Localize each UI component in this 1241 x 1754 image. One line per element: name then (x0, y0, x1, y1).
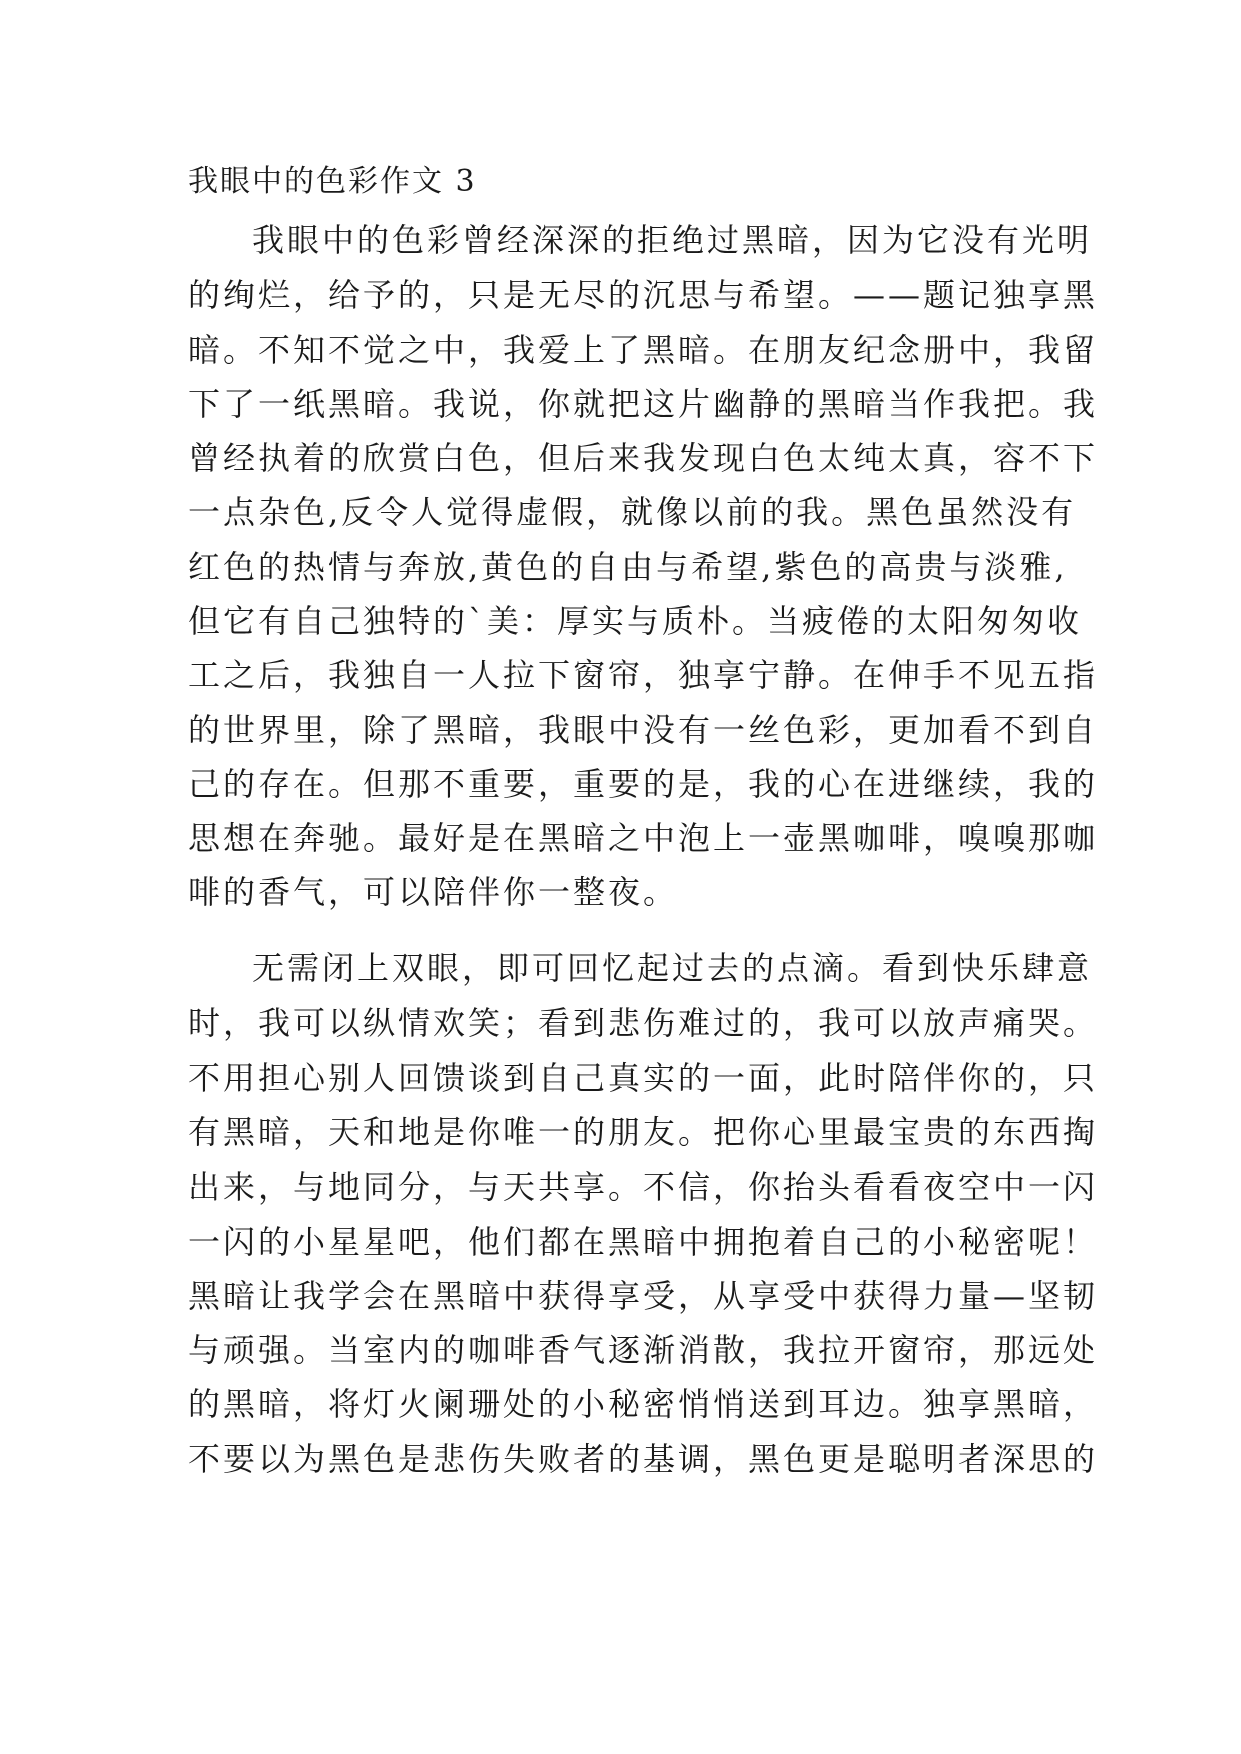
paragraph-2-line-6: 一闪的小星星吧，他们都在黑暗中拥抱着自己的小秘密呢！ (188, 1223, 1099, 1261)
paragraph-1-line-3: 暗。不知不觉之中，我爱上了黑暗。在朋友纪念册中，我留 (188, 331, 1099, 369)
paragraph-1-line-4: 下了一纸黑暗。我说，你就把这片幽静的黑暗当作我把。我 (188, 385, 1099, 423)
paragraph-2-line-4: 有黑暗，天和地是你唯一的朋友。把你心里最宝贵的东西掏 (188, 1113, 1099, 1151)
document-title: 我眼中的色彩作文 3 (188, 164, 477, 199)
paragraph-2-line-9: 的黑暗，将灯火阑珊处的小秘密悄悄送到耳边。独享黑暗， (188, 1385, 1099, 1423)
paragraph-1-line-13: 啡的香气，可以陪伴你一整夜。 (188, 873, 679, 911)
paragraph-2-line-5: 出来，与地同分，与天共享。不信，你抬头看看夜空中一闪 (188, 1168, 1099, 1206)
paragraph-1-line-7: 红色的热情与奔放,黄色的自由与希望,紫色的高贵与淡雅, (188, 548, 1068, 586)
paragraph-1-line-10: 的世界里，除了黑暗，我眼中没有一丝色彩，更加看不到自 (188, 711, 1099, 749)
paragraph-1-line-11: 己的存在。但那不重要，重要的是，我的心在进继续，我的 (188, 765, 1099, 803)
paragraph-2-line-3: 不用担心别人回馈谈到自己真实的一面，此时陪伴你的，只 (188, 1059, 1099, 1097)
paragraph-1-line-6: 一点杂色,反令人觉得虚假，就像以前的我。黑色虽然没有 (188, 493, 1077, 531)
paragraph-2-line-8: 与顽强。当室内的咖啡香气逐渐消散，我拉开窗帘，那远处 (188, 1331, 1099, 1369)
paragraph-2-line-10: 不要以为黑色是悲伤失败者的基调，黑色更是聪明者深思的 (188, 1440, 1099, 1478)
paragraph-2-line-2: 时，我可以纵情欢笑；看到悲伤难过的，我可以放声痛哭。 (188, 1004, 1099, 1042)
paragraph-1-line-9: 工之后，我独自一人拉下窗帘，独享宁静。在伸手不见五指 (188, 656, 1099, 694)
paragraph-1-line-5: 曾经执着的欣赏白色，但后来我发现白色太纯太真，容不下 (188, 439, 1099, 477)
paragraph-1-line-1: 我眼中的色彩曾经深深的拒绝过黑暗，因为它没有光明 (252, 221, 1093, 259)
paragraph-1-line-12: 思想在奔驰。最好是在黑暗之中泡上一壶黑咖啡，嗅嗅那咖 (188, 819, 1099, 857)
paragraph-2-line-7: 黑暗让我学会在黑暗中获得享受，从享受中获得力量—坚韧 (188, 1277, 1099, 1315)
paragraph-1-line-2: 的绚烂，给予的，只是无尽的沉思与希望。——题记独享黑 (188, 276, 1099, 314)
paragraph-2-line-1: 无需闭上双眼，即可回忆起过去的点滴。看到快乐肆意 (252, 949, 1093, 987)
paragraph-1-line-8: 但它有自己独特的`美：厚实与质朴。当疲倦的太阳匆匆收 (188, 602, 1083, 640)
